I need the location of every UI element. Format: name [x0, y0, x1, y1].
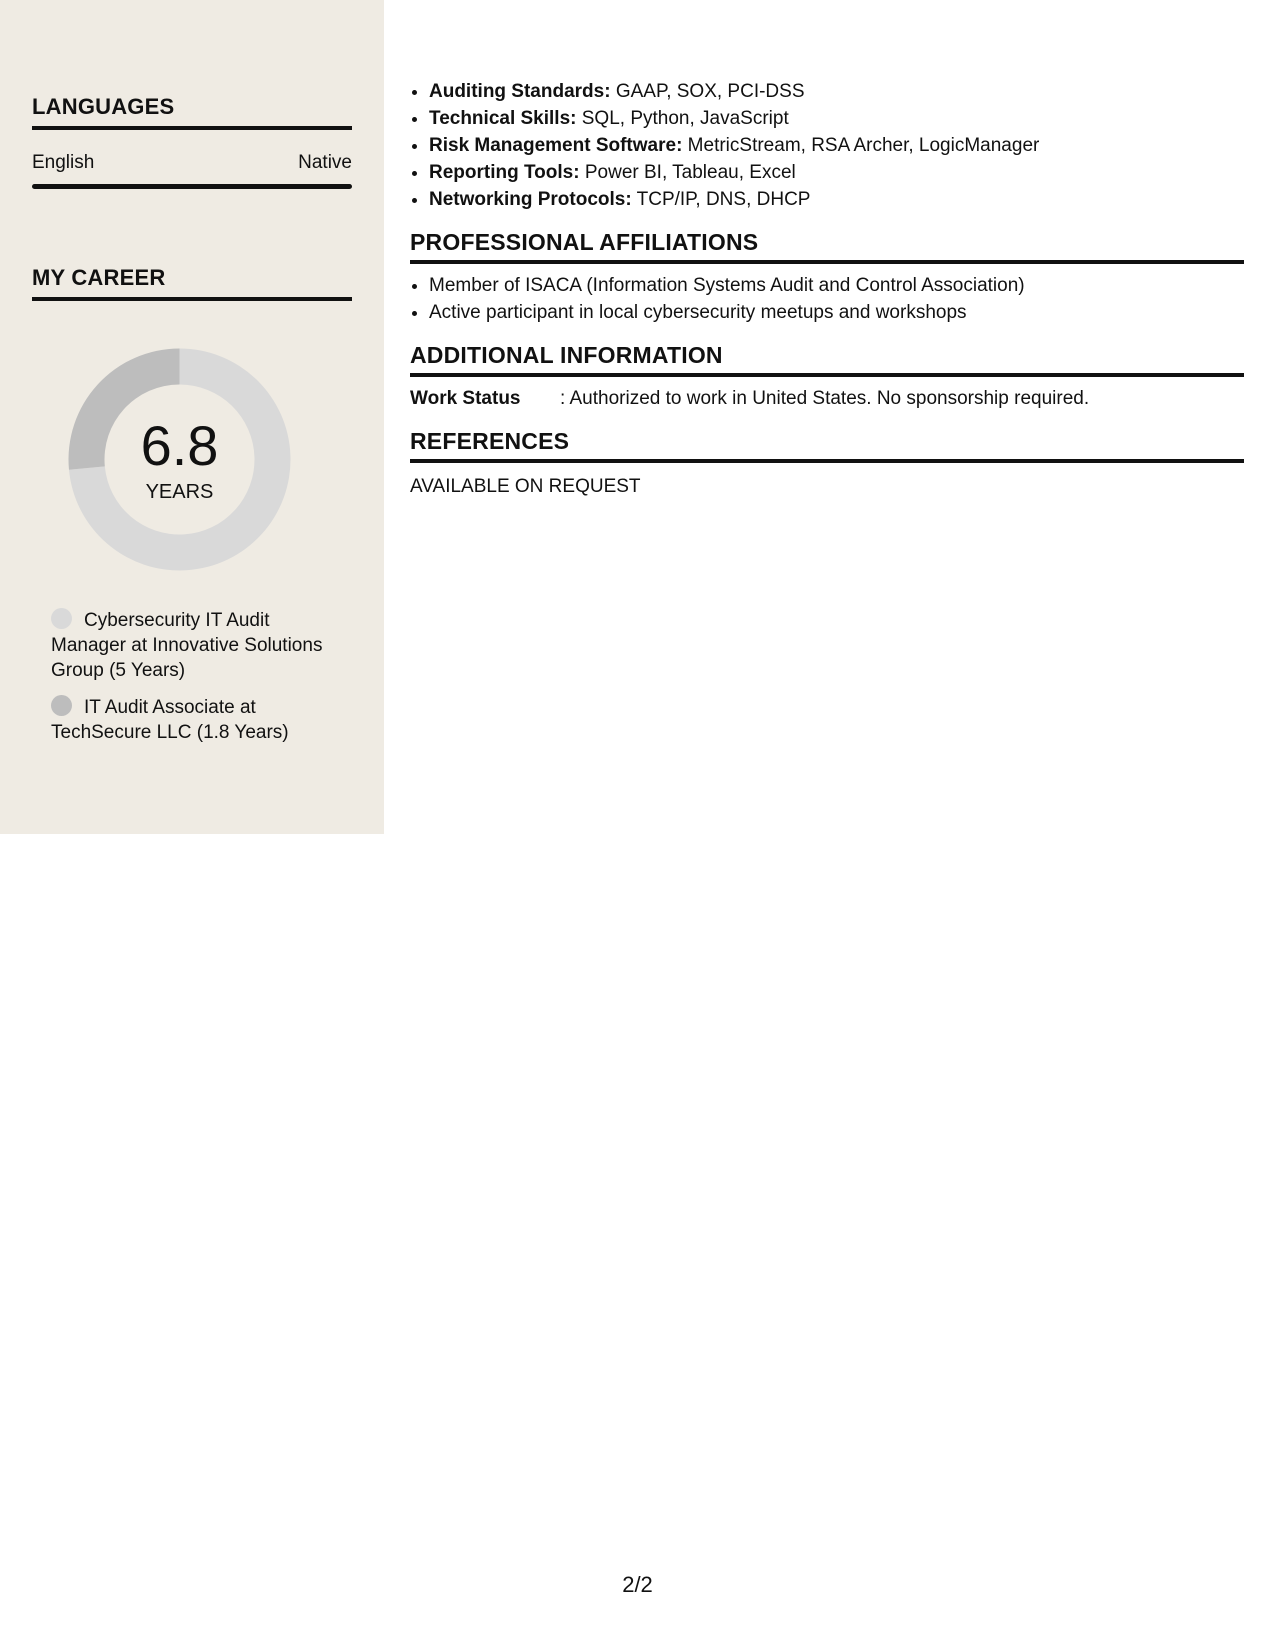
career-legend [51, 608, 341, 757]
skill-value: MetricStream, RSA Archer, LogicManager [682, 135, 1040, 156]
work-status-label: Work Status [410, 388, 521, 409]
skill-item [429, 159, 1244, 186]
skill-value: Power BI, Tableau, Excel [579, 162, 796, 183]
skill-item [429, 105, 1244, 132]
affiliations-heading: PROFESSIONAL AFFILIATIONS [410, 229, 1244, 264]
skill-label: Auditing Standards: [429, 81, 611, 102]
references-text: AVAILABLE ON REQUEST [410, 476, 641, 497]
skill-value: TCP/IP, DNS, DHCP [631, 189, 811, 210]
career-total-value: 6.8 [140, 414, 219, 477]
skill-value: SQL, Python, JavaScript [576, 108, 789, 129]
skills-list [410, 78, 1244, 213]
language-level: Native [298, 152, 352, 173]
career-total-unit: YEARS [145, 481, 214, 503]
career-heading: MY CAREER [32, 265, 352, 301]
skill-item [429, 186, 1244, 213]
skill-label: Technical Skills: [429, 108, 577, 129]
languages-heading: LANGUAGES [32, 94, 352, 130]
affiliation-item: • Member of ISACA (Information Systems Audit and Control Association) [429, 272, 1244, 299]
career-legend-item [51, 608, 341, 683]
sidebar [0, 0, 384, 834]
language-row [32, 152, 352, 174]
work-status-row [410, 385, 1244, 412]
skill-label: Networking Protocols: [429, 189, 632, 210]
skill-label: Risk Management Software: [429, 135, 683, 156]
legend-dot [51, 695, 72, 716]
additional-info-heading: ADDITIONAL INFORMATION [410, 342, 1244, 377]
legend-dot [51, 608, 72, 629]
skill-item [429, 78, 1244, 105]
work-status-value: : Authorized to work in United States. No sponsorship required. [560, 388, 1090, 409]
main-content [410, 78, 1244, 500]
career-item-label: Cybersecurity IT Audit Manager at Innovative Solutions Group (5 Years) [51, 610, 323, 681]
affiliation-item: • Active participant in local cybersecurity meetups and workshops [429, 299, 1244, 326]
language-level-bar [32, 184, 352, 189]
page-number: 2/2 [622, 1572, 653, 1597]
affiliations-list [410, 272, 1244, 326]
career-legend-item [51, 695, 341, 745]
skill-item [429, 132, 1244, 159]
language-name: English [32, 152, 95, 173]
career-donut-chart [66, 346, 293, 573]
skill-label: Reporting Tools: [429, 162, 580, 183]
skill-value: GAAP, SOX, PCI-DSS [610, 81, 805, 102]
references-heading: REFERENCES [410, 428, 1244, 463]
career-item-label: IT Audit Associate at TechSecure LLC (1.8 Years) [51, 697, 289, 743]
